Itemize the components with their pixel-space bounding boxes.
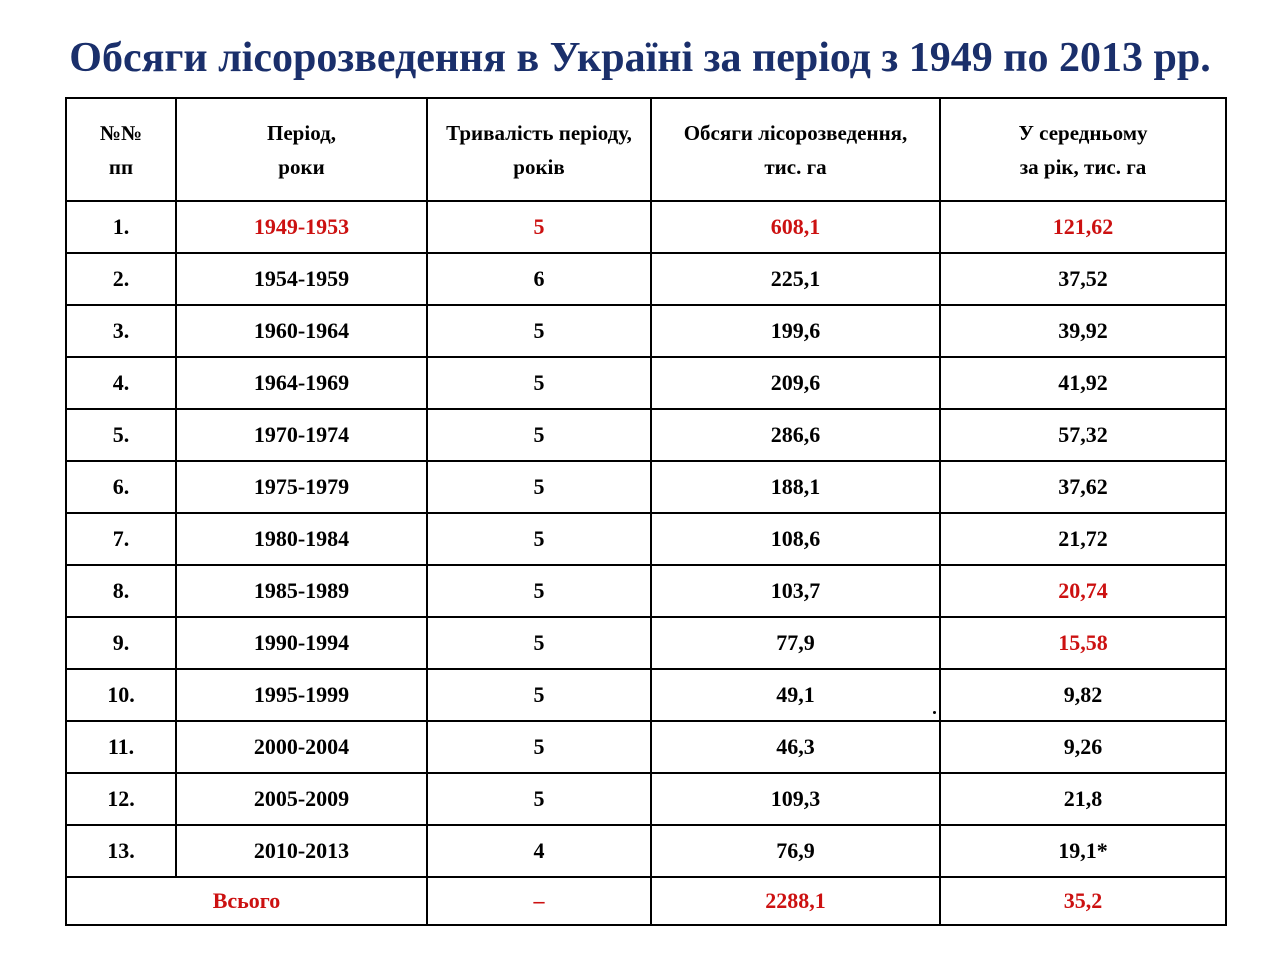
cell-average: 41,92 (940, 357, 1226, 409)
total-label: Всього (66, 877, 427, 925)
cell-num: 10. (66, 669, 176, 721)
cell-average: 9,26 (940, 721, 1226, 773)
cell-period: 1954-1959 (176, 253, 427, 305)
cell-duration: 5 (427, 357, 651, 409)
cell-num: 6. (66, 461, 176, 513)
cell-period: 1980-1984 (176, 513, 427, 565)
cell-num: 4. (66, 357, 176, 409)
cell-average: 9,82 (940, 669, 1226, 721)
cell-num: 1. (66, 201, 176, 253)
cell-period: 1964-1969 (176, 357, 427, 409)
cell-period: 1975-1979 (176, 461, 427, 513)
cell-num: 5. (66, 409, 176, 461)
cell-period: 1990-1994 (176, 617, 427, 669)
table-row (66, 305, 1226, 357)
cell-period: 1949-1953 (176, 201, 427, 253)
cell-average: 37,62 (940, 461, 1226, 513)
table-row (66, 669, 1226, 721)
table-row (66, 201, 1226, 253)
cell-duration: 5 (427, 305, 651, 357)
cell-num: 3. (66, 305, 176, 357)
table-row (66, 617, 1226, 669)
table-header-row (66, 98, 1226, 201)
cell-average: 15,58 (940, 617, 1226, 669)
table-row (66, 773, 1226, 825)
cell-num: 7. (66, 513, 176, 565)
table-row (66, 513, 1226, 565)
cell-average: 57,32 (940, 409, 1226, 461)
table-row (66, 825, 1226, 877)
cell-average: 37,52 (940, 253, 1226, 305)
cell-num: 11. (66, 721, 176, 773)
cell-duration: 5 (427, 461, 651, 513)
cell-duration: 4 (427, 825, 651, 877)
cell-duration: 5 (427, 201, 651, 253)
page-title: Обсяги лісорозведення в Україні за період з 1949 по 2013 рр. (69, 35, 1211, 81)
cell-period: 2000-2004 (176, 721, 427, 773)
stray-dot (933, 711, 936, 714)
cell-period: 2010-2013 (176, 825, 427, 877)
cell-volume: 209,6 (651, 357, 940, 409)
cell-volume: 103,7 (651, 565, 940, 617)
table-row (66, 409, 1226, 461)
header-average: У середньому за рік, тис. га (940, 98, 1226, 201)
cell-volume: 76,9 (651, 825, 940, 877)
cell-num: 2. (66, 253, 176, 305)
total-row (66, 877, 1226, 925)
table-row (66, 253, 1226, 305)
cell-volume: 225,1 (651, 253, 940, 305)
header-period: Період, роки (176, 98, 427, 201)
cell-volume: 109,3 (651, 773, 940, 825)
cell-average: 121,62 (940, 201, 1226, 253)
cell-average: 21,8 (940, 773, 1226, 825)
total-volume: 2288,1 (651, 877, 940, 925)
total-duration: – (427, 877, 651, 925)
afforestation-table (65, 97, 1227, 926)
cell-period: 1985-1989 (176, 565, 427, 617)
cell-duration: 5 (427, 565, 651, 617)
cell-volume: 608,1 (651, 201, 940, 253)
cell-volume: 199,6 (651, 305, 940, 357)
header-volume: Обсяги лісорозведення, тис. га (651, 98, 940, 201)
cell-duration: 5 (427, 773, 651, 825)
cell-volume: 46,3 (651, 721, 940, 773)
cell-volume: 188,1 (651, 461, 940, 513)
table-row (66, 357, 1226, 409)
cell-duration: 5 (427, 409, 651, 461)
cell-average: 19,1* (940, 825, 1226, 877)
cell-period: 1970-1974 (176, 409, 427, 461)
cell-period: 2005-2009 (176, 773, 427, 825)
header-duration: Тривалість періоду, років (427, 98, 651, 201)
table-row (66, 721, 1226, 773)
cell-volume: 108,6 (651, 513, 940, 565)
cell-period: 1960-1964 (176, 305, 427, 357)
cell-volume: 77,9 (651, 617, 940, 669)
cell-average: 20,74 (940, 565, 1226, 617)
cell-average: 21,72 (940, 513, 1226, 565)
cell-duration: 5 (427, 617, 651, 669)
cell-volume: 286,6 (651, 409, 940, 461)
cell-num: 9. (66, 617, 176, 669)
cell-num: 8. (66, 565, 176, 617)
cell-duration: 6 (427, 253, 651, 305)
table-row (66, 461, 1226, 513)
cell-average: 39,92 (940, 305, 1226, 357)
cell-num: 13. (66, 825, 176, 877)
table-row (66, 565, 1226, 617)
cell-duration: 5 (427, 513, 651, 565)
cell-duration: 5 (427, 721, 651, 773)
cell-duration: 5 (427, 669, 651, 721)
total-average: 35,2 (940, 877, 1226, 925)
cell-period: 1995-1999 (176, 669, 427, 721)
cell-volume: 49,1 (651, 669, 940, 721)
cell-num: 12. (66, 773, 176, 825)
header-num: №№ пп (66, 98, 176, 201)
